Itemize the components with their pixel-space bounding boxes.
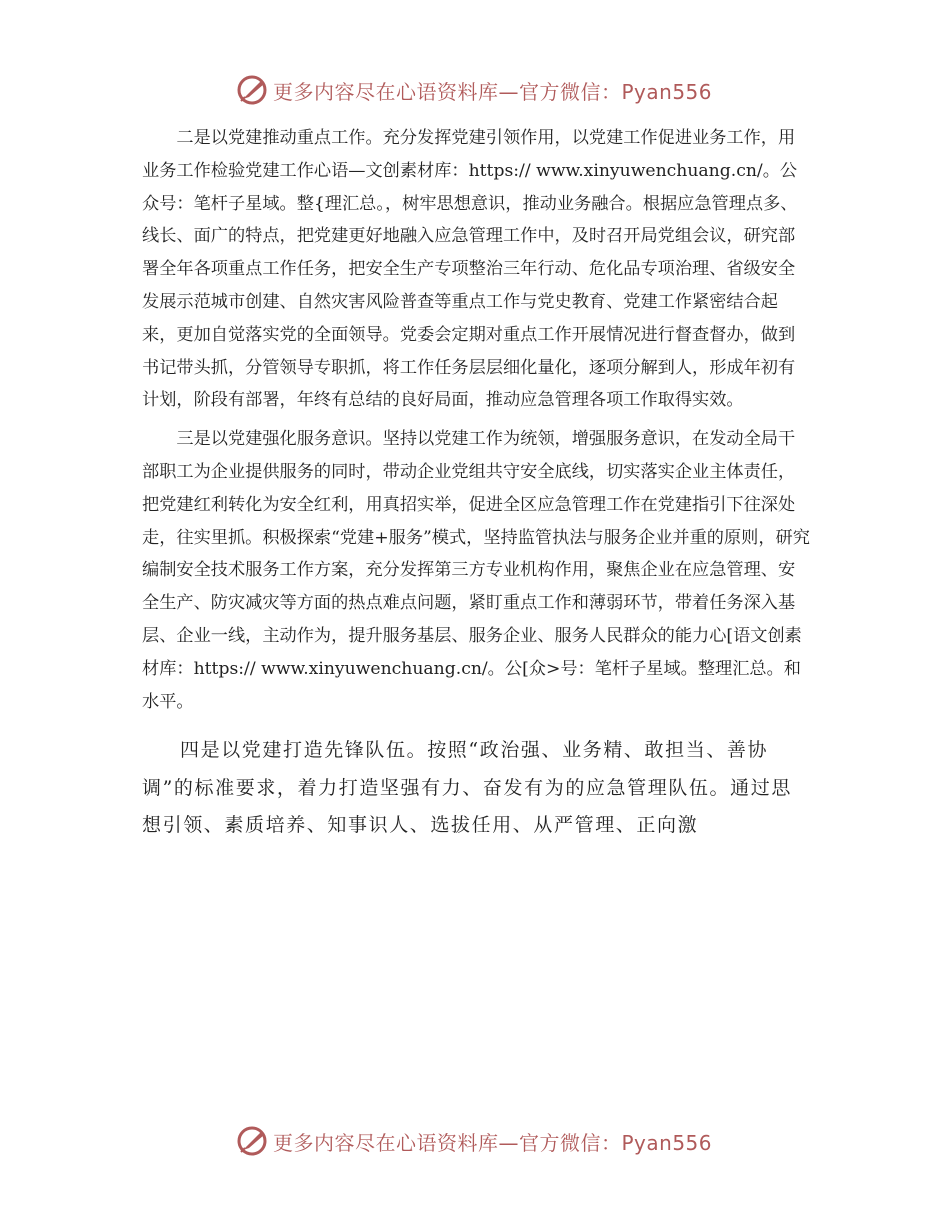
quill-logo-icon — [235, 73, 269, 107]
footer-watermark-banner — [235, 1121, 712, 1161]
paragraph-2-key-work: 二是以党建推动重点工作。充分发挥党建引领作用，以党建工作促进业务工作，用业务工作检验党建工作心语—文创素材库：https:// www.xinyuwenchuang.cn/。公众号：笔杆子星域。整{理汇总。，树牢思想意识，推动业务融合。根据应急管理点多、线长、面广的特点，把党建更好地融入应急管理工作中，及时召开局党组会议，研究部署全年各项重点工作任务，把安全生产专项整治三年行动、危化品专项治理、省级安全发展示范城市创建、自然灾害风险普查等重点工作与党史教育、党建工作紧密结合起来，更加自觉落实党的全面领导。党委会定期对重点工作开展情况进行督查督办，做到书记带头抓，分管领导专职抓，将工作任务层层细化量化，逐项分解到人，形成年初有计划，阶段有部署，年终有总结的良好局面，推动应急管理各项工作取得实效。 — [142, 128, 798, 411]
paragraph-4-vanguard-team: 四是以党建打造先锋队伍。按照“政治强、业务精、敢担当、善协调”的标准要求，着力打造坚强有力、奋发有为的应急管理队伍。通过思想引领、素质培养、知事识人、选拔任用、从严管理、正向激 — [142, 739, 792, 837]
banner-text: 更多内容尽在心语资料库—官方微信：Pyan556 — [273, 79, 713, 104]
document-body — [142, 118, 810, 845]
quill-logo-icon — [235, 1124, 269, 1158]
paragraph-3-service-awareness: 三是以党建强化服务意识。坚持以党建工作为统领，增强服务意识，在发动全局干部职工为企业提供服务的同时，带动企业党组共守安全底线，切实落实企业主体责任，把党建红利转化为安全红利，用真招实举，促进全区应急管理工作在党建指引下往深处走，往实里抓。积极探索“党建+服务”模式，坚持监管执法与服务企业并重的原则，研究编制安全技术服务工作方案，充分发挥第三方专业机构作用，聚焦企业在应急管理、安全生产、防灾减灾等方面的热点难点问题，紧盯重点工作和薄弱环节，带着任务深入基层、企业一线，主动作为，提升服务基层、服务企业、服务人民群众的能力心[语文创素材库：https:// www.xinyuwenchuang.cn/。公[众>号：笔杆子星域。整理汇总。和水平。 — [142, 429, 810, 712]
banner-text: 更多内容尽在心语资料库—官方微信：Pyan556 — [273, 1130, 713, 1155]
header-watermark-banner — [235, 70, 712, 110]
